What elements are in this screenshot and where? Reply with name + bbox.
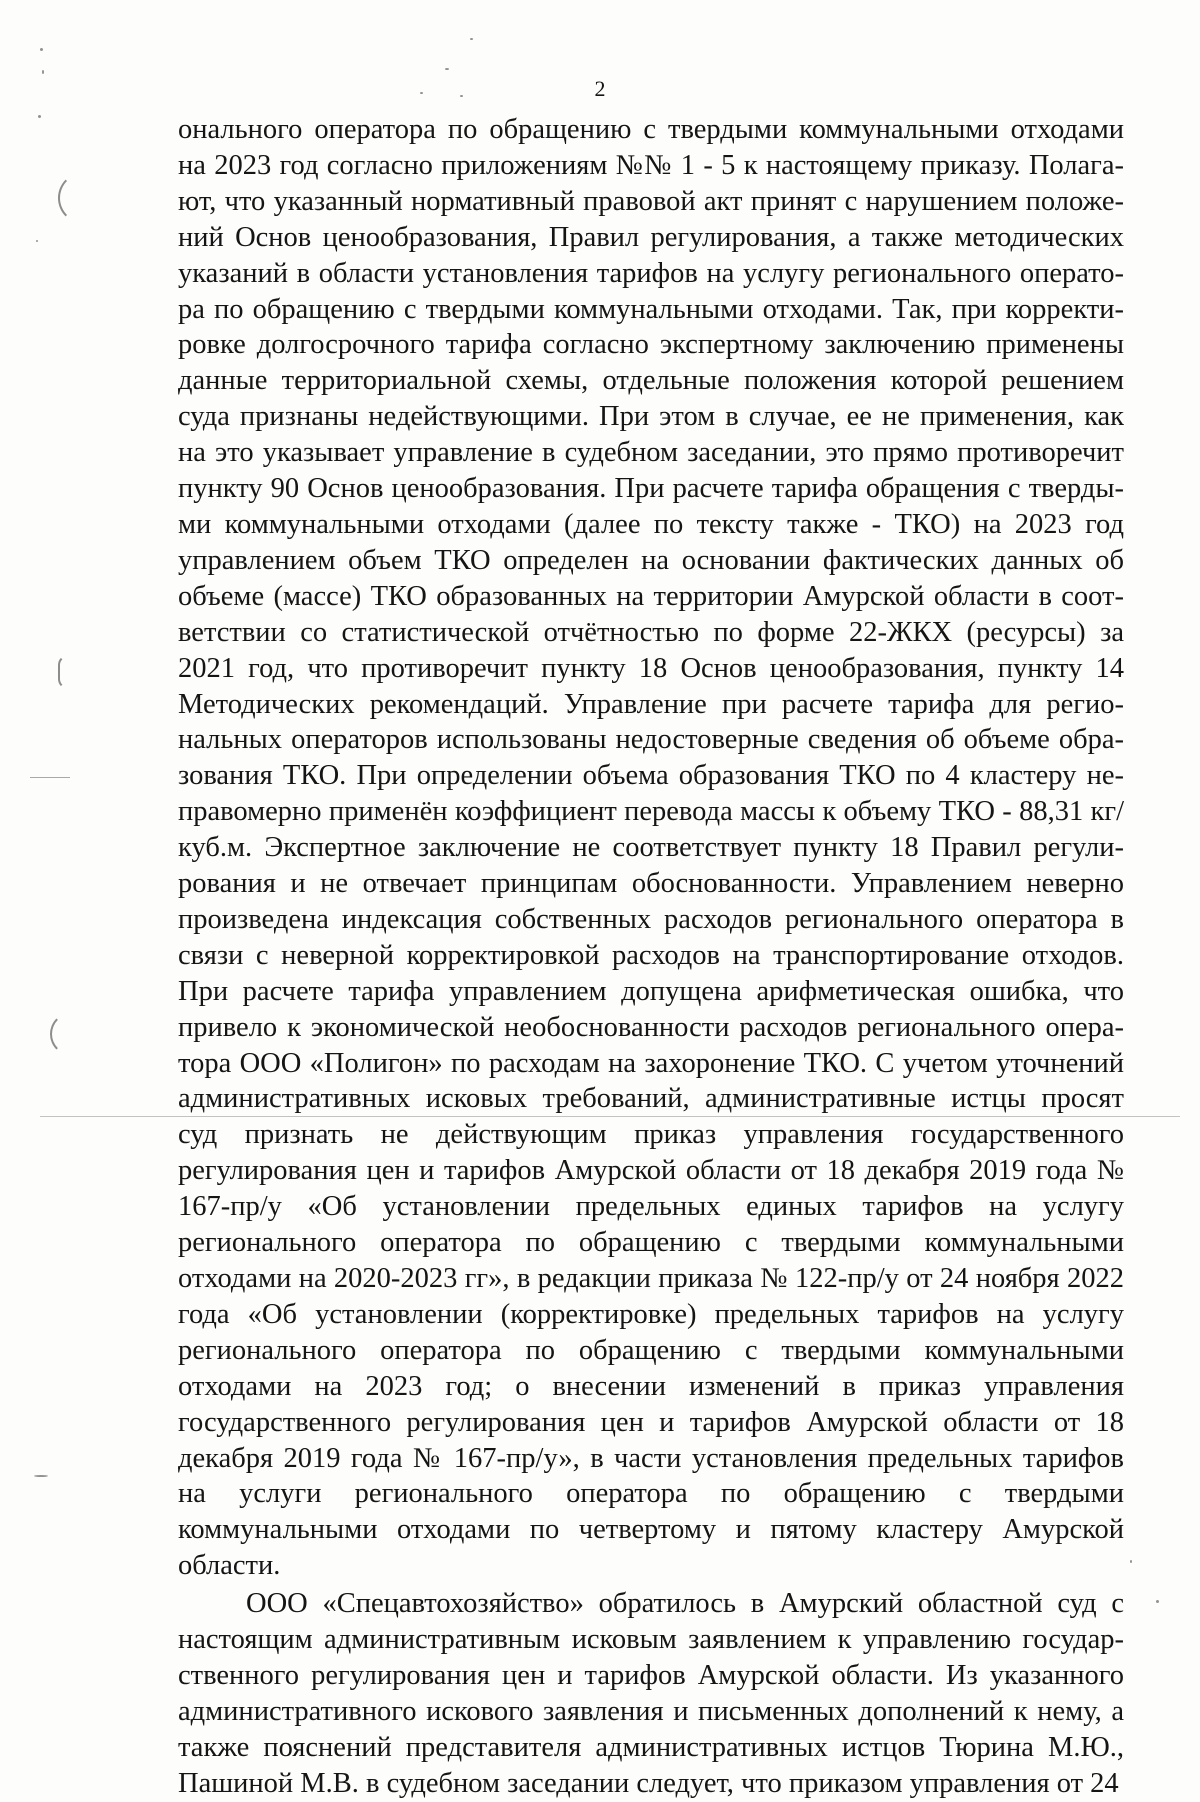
document-body: [178, 112, 1124, 1802]
paragraph: ООО «Спецавтохозяйство» обратилось в Амурский областной суд с настоящим административным исковым заявлением к управлению государственного регулирования цен и тарифов Амурской области. Из указанного административного искового заявления и письменных дополнений к нему, а также пояснений представителя административных истцов Тюрина М.Ю., Пашиной М.В. в судебном заседании следует, что приказом управления от 24: [178, 1588, 1124, 1799]
paragraph-continued: онального оператора по обращению с твердыми коммунальными отходами на 2023 год согласно приложениям №№ 1 - 5 к настоящему приказу. Полагают, что указанный нормативный правовой акт принят с нарушением положений Основ ценообразования, Правил регулирования, а также методических указаний в области установления тарифов на услугу регионального оператора по обращению с твердыми коммунальными отходами. Так, при корректировке долгосрочного тарифа согласно экспертному заключению применены данные территориальной схемы, отдельные положения которой решением суда признаны недействующими. При этом в случае, ее не применения, как на это указывает управление в судебном заседании, это прямо противоречит пункту 90 Основ ценообразования. При расчете тарифа обращения с твердыми коммунальными отходами (далее по тексту также - ТКО) на 2023 год управлением объем ТКО определен на основании фактических данных об объеме (массе) ТКО образованных на территории Амурской области в соответствии со статистической отчётностью по форме 22-ЖКХ (ресурсы) за 2021 год, что противоречит пункту 18 Основ ценообразования, пункту 14 Методических рекомендаций. Управление при расчете тарифа для региональных операторов использованы недостоверные сведения об объеме образования ТКО. При определении объема образования ТКО по 4 кластеру неправомерно применён коэффициент перевода массы к объему ТКО - 88,31 кг/куб.м. Экспертное заключение не соответствует пункту 18 Правил регулирования и не отвечает принципам обоснованности. Управлением неверно произведена индексация собственных расходов регионального оператора в связи с неверной корректировкой расходов на транспортирование отходов. При расчете тарифа управлением допущена арифметическая ошибка, что привело к экономической необоснованности расходов регионального оператора ООО «Полигон» по расходам на захоронение ТКО. С учетом уточнений административных исковых требований, административные истцы просят суд признать не действующим приказ управления государственного регулирования цен и тарифов Амурской области от 18 декабря 2019 года № 167-пр/у «Об установлении предельных единых тарифов на услугу регионального оператора по обращению с твердыми коммунальными отходами на 2020-2023 гг», в редакции приказа № 122-пр/у от 24 ноября 2022 года «Об установлении (корректировке) предельных тарифов на услугу регионального оператора по обращению с твердыми коммунальными отходами на 2023 год; о внесении изменений в приказ управления государственного регулирования цен и тарифов Амурской области от 18 декабря 2019 года № 167-пр/у», в части установления предельных тарифов на услуги регионального оператора по обращению с твердыми коммунальными отходами по четвертому и пятому кластеру Амурской области.: [178, 114, 1124, 1582]
page-number: 2: [594, 76, 606, 101]
